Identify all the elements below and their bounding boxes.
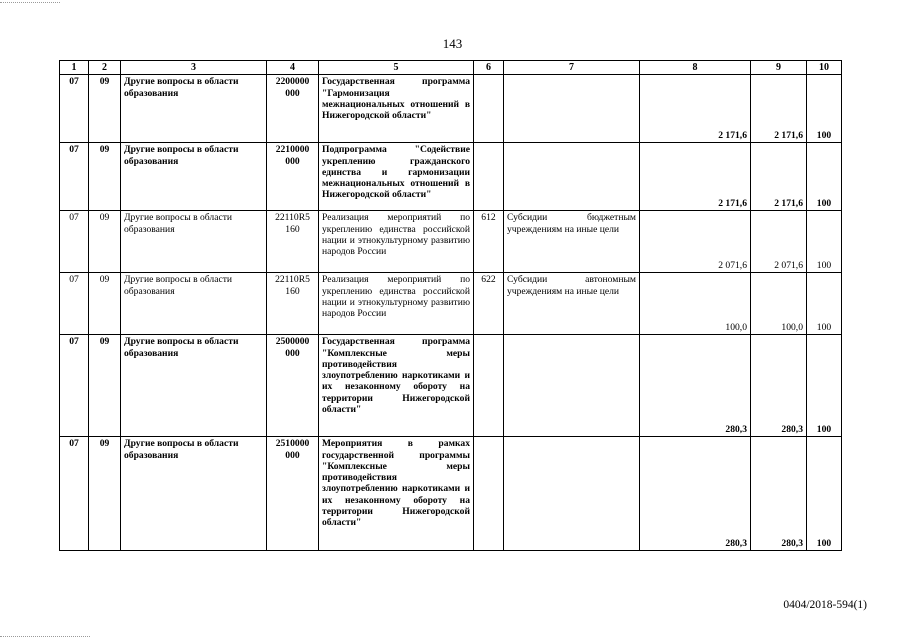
item-description: Подпрограмма "Содействие укреплению гражданского единства и гармонизации межнациональных отношений в Нижегородской области" xyxy=(319,143,474,211)
subsection-code: 09 xyxy=(89,143,121,211)
expense-type-name xyxy=(504,75,640,143)
budget-table xyxy=(59,60,842,551)
item-description: Реализация мероприятий по укреплению единства российской нации и этнокультурному развитию народов России xyxy=(319,273,474,335)
item-description: Государственная программа "Гармонизация межнациональных отношений в Нижегородской области" xyxy=(319,75,474,143)
section-name: Другие вопросы в области образования xyxy=(121,143,267,211)
subsection-code: 09 xyxy=(89,211,121,273)
col-header-7: 7 xyxy=(504,61,640,75)
planned-amount: 2 171,6 xyxy=(640,75,751,143)
table-row xyxy=(60,75,842,143)
expense-type-name xyxy=(504,437,640,551)
col-header-5: 5 xyxy=(319,61,474,75)
expense-type-name xyxy=(504,335,640,437)
scan-corner-mark-top-left xyxy=(0,2,60,3)
execution-percent: 100 xyxy=(807,273,842,335)
target-code: 22110R5 160 xyxy=(267,273,319,335)
scan-corner-mark-bottom-left xyxy=(0,636,90,637)
executed-amount: 2 171,6 xyxy=(751,75,807,143)
execution-percent: 100 xyxy=(807,335,842,437)
table-row xyxy=(60,143,842,211)
table-row xyxy=(60,335,842,437)
section-name: Другие вопросы в области образования xyxy=(121,75,267,143)
expense-type-name: Субсидии бюджетным учреждениям на иные цели xyxy=(504,211,640,273)
col-header-3: 3 xyxy=(121,61,267,75)
section-name: Другие вопросы в области образования xyxy=(121,437,267,551)
col-header-2: 2 xyxy=(89,61,121,75)
section-code: 07 xyxy=(60,335,89,437)
header-row xyxy=(60,61,842,75)
target-code: 2200000 000 xyxy=(267,75,319,143)
subsection-code: 09 xyxy=(89,75,121,143)
expense-type-name xyxy=(504,143,640,211)
planned-amount: 2 071,6 xyxy=(640,211,751,273)
expense-type-code: 622 xyxy=(474,273,504,335)
table-row xyxy=(60,211,842,273)
section-code: 07 xyxy=(60,75,89,143)
section-code: 07 xyxy=(60,437,89,551)
planned-amount: 2 171,6 xyxy=(640,143,751,211)
planned-amount: 100,0 xyxy=(640,273,751,335)
col-header-1: 1 xyxy=(60,61,89,75)
subsection-code: 09 xyxy=(89,437,121,551)
table-row xyxy=(60,273,842,335)
item-description: Мероприятия в рамках государственной программы "Комплексные меры противодействия злоупотреблению наркотиками и их незаконному обороту на территории Нижегородской области" xyxy=(319,437,474,551)
expense-type-code: 612 xyxy=(474,211,504,273)
expense-type-name: Субсидии автономным учреждениям на иные цели xyxy=(504,273,640,335)
target-code: 22110R5 160 xyxy=(267,211,319,273)
executed-amount: 2 071,6 xyxy=(751,211,807,273)
page-number: 143 xyxy=(442,36,463,51)
executed-amount: 2 171,6 xyxy=(751,143,807,211)
item-description: Государственная программа "Комплексные меры противодействия злоупотреблению наркотиками и их незаконному обороту на территории Нижегородской области" xyxy=(319,335,474,437)
section-name: Другие вопросы в области образования xyxy=(121,273,267,335)
executed-amount: 100,0 xyxy=(751,273,807,335)
section-name: Другие вопросы в области образования xyxy=(121,211,267,273)
item-description: Реализация мероприятий по укреплению единства российской нации и этнокультурному развитию народов России xyxy=(319,211,474,273)
expense-type-code xyxy=(474,143,504,211)
col-header-8: 8 xyxy=(640,61,751,75)
execution-percent: 100 xyxy=(807,75,842,143)
expense-type-code xyxy=(474,335,504,437)
planned-amount: 280,3 xyxy=(640,335,751,437)
section-name: Другие вопросы в области образования xyxy=(121,335,267,437)
expense-type-code xyxy=(474,75,504,143)
target-code: 2210000 000 xyxy=(267,143,319,211)
executed-amount: 280,3 xyxy=(751,335,807,437)
section-code: 07 xyxy=(60,143,89,211)
expense-type-code xyxy=(474,437,504,551)
section-code: 07 xyxy=(60,211,89,273)
execution-percent: 100 xyxy=(807,437,842,551)
section-code: 07 xyxy=(60,273,89,335)
target-code: 2500000 000 xyxy=(267,335,319,437)
table-row xyxy=(60,437,842,551)
document-id: 0404/2018-594(1) xyxy=(783,599,867,611)
execution-percent: 100 xyxy=(807,211,842,273)
subsection-code: 09 xyxy=(89,273,121,335)
col-header-6: 6 xyxy=(474,61,504,75)
col-header-9: 9 xyxy=(751,61,807,75)
planned-amount: 280,3 xyxy=(640,437,751,551)
executed-amount: 280,3 xyxy=(751,437,807,551)
subsection-code: 09 xyxy=(89,335,121,437)
col-header-10: 10 xyxy=(807,61,842,75)
execution-percent: 100 xyxy=(807,143,842,211)
col-header-4: 4 xyxy=(267,61,319,75)
target-code: 2510000 000 xyxy=(267,437,319,551)
